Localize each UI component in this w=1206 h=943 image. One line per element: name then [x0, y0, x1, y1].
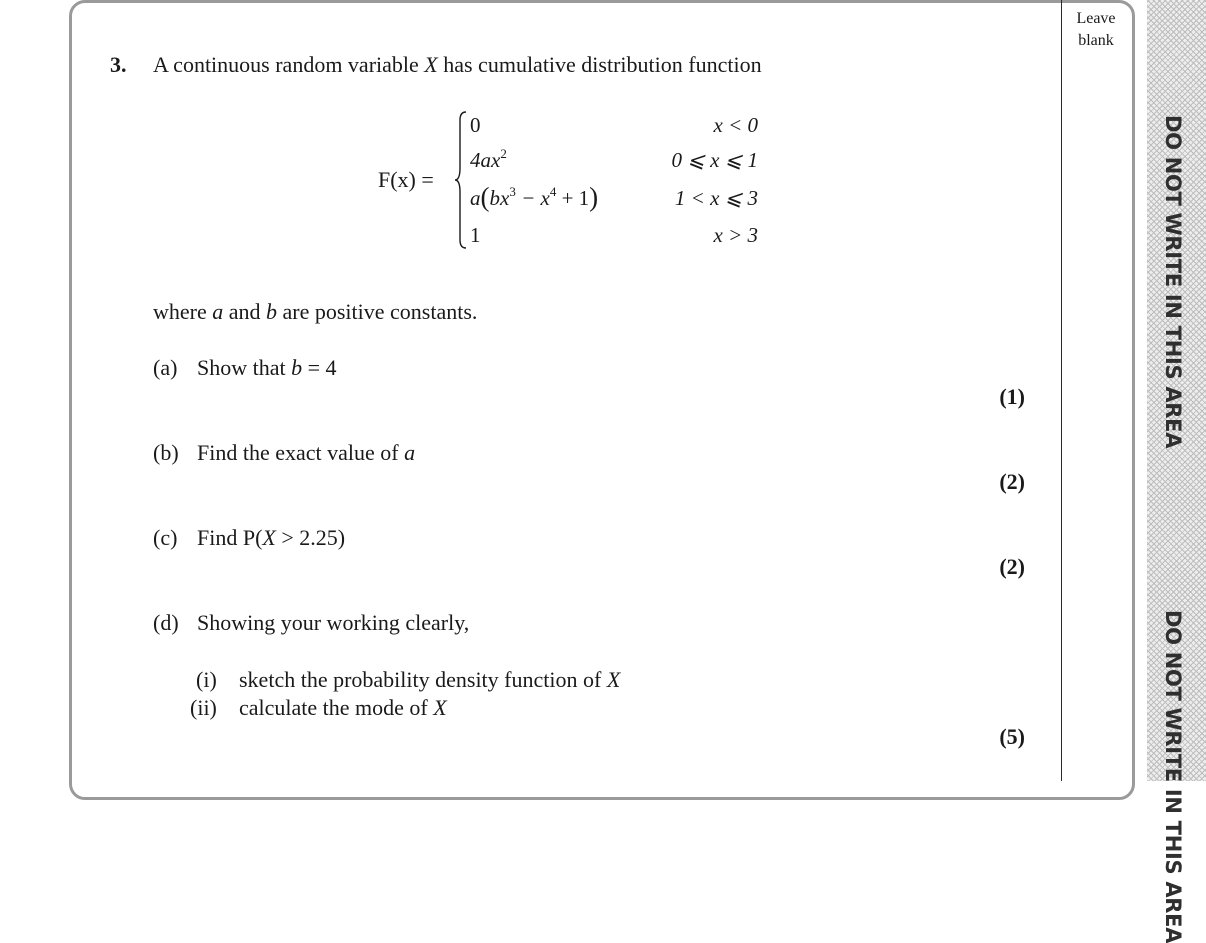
case-expression-3: $a(bx^3 - x^4 + 1)$: [470, 182, 599, 212]
do-not-write-notice-top: DO NOT WRITE IN THIS AREA: [1161, 115, 1185, 449]
part-b-label: (b): [153, 440, 179, 465]
case-condition-4: x > 3: [713, 223, 758, 247]
question-number: 3.: [110, 52, 127, 77]
part-a-text: Show that b = 4: [197, 355, 337, 380]
part-c-label: (c): [153, 525, 178, 550]
case-brace: [453, 110, 469, 250]
leave-blank-divider: [1061, 0, 1062, 781]
part-d-marks: (5): [999, 724, 1025, 749]
part-b-text: Find the exact value of a: [197, 440, 416, 465]
part-c-text: Find P(X > 2.25): [197, 525, 346, 550]
leave-blank-label: Leave blank: [1076, 10, 1116, 49]
part-b-marks: (2): [999, 469, 1025, 494]
part-a-label: (a): [153, 355, 178, 380]
case-expression-4: 1: [470, 223, 481, 247]
part-a-marks: (1): [999, 384, 1025, 409]
part-d-text: Showing your working clearly,: [197, 610, 470, 635]
function-label: F(x) =: [378, 167, 434, 192]
case-expression-1: 0: [470, 113, 481, 137]
constants-note: where a and b are positive constants.: [153, 299, 478, 324]
case-condition-2: 0 ⩽ x ⩽ 1: [671, 148, 758, 172]
question-stem: A continuous random variable X has cumulative distribution function: [153, 52, 762, 77]
part-d-label: (d): [153, 610, 179, 635]
part-d-sub-ii-label: (ii): [190, 695, 217, 720]
part-d-sub-ii-text: calculate the mode of X: [239, 695, 447, 720]
case-expression-2: $4ax^2$: [470, 146, 507, 172]
do-not-write-notice-bottom: DO NOT WRITE IN THIS AREA: [1161, 610, 1185, 943]
case-condition-3: 1 < x ⩽ 3: [674, 186, 758, 210]
part-c-marks: (2): [999, 554, 1025, 579]
case-condition-1: x < 0: [713, 113, 758, 137]
part-d-sub-i-label: (i): [196, 667, 217, 692]
part-d-sub-i-text: sketch the probability density function of X: [239, 667, 621, 692]
